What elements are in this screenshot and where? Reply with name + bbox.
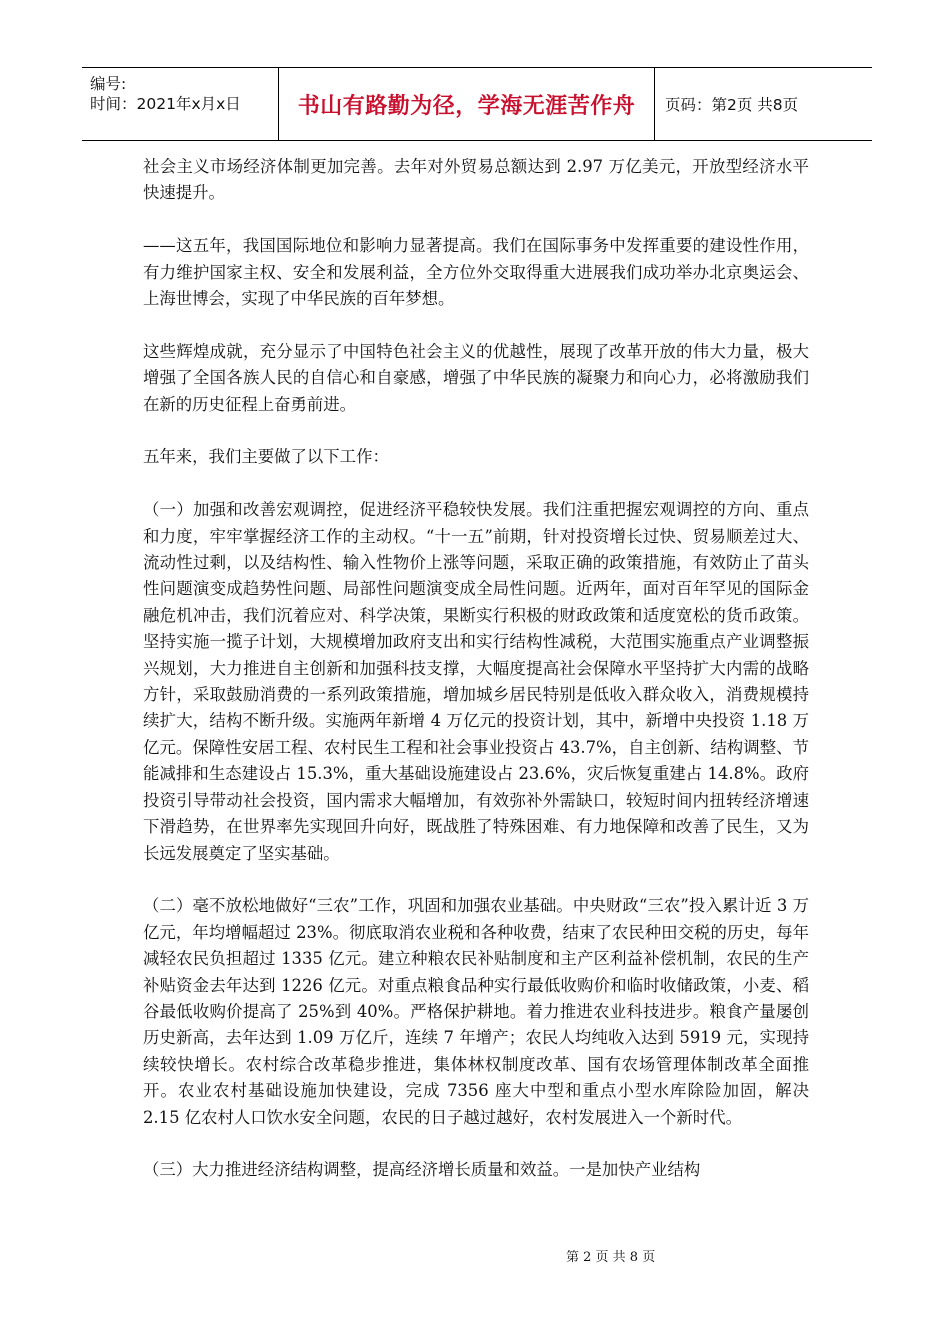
footer-page-number: 第 2 页 共 8 页	[566, 1250, 656, 1265]
document-number-label: 编号:	[90, 75, 127, 93]
header-motto-cell	[279, 68, 655, 140]
header-meta	[82, 68, 279, 140]
paragraph: （三）大力推进经济结构调整，提高经济增长质量和效益。一是加快产业结构	[143, 1160, 701, 1180]
header-page-info: 页码：第2页 共8页	[665, 96, 799, 114]
paragraph: 这些辉煌成就，充分显示了中国特色社会主义的优越性，展现了改革开放的伟大力量，极大增强了全国各族人民的自信心和自豪感，增强了中华民族的凝聚力和向心力，必将激励我们在新的历史征程上奋勇前进。	[143, 341, 809, 414]
document-body	[143, 154, 809, 1184]
paragraph: 五年来，我们主要做了以下工作：	[143, 447, 389, 467]
paragraph: （二）毫不放松地做好“三农”工作，巩固和加强农业基础。中央财政“三农”投入累计近 3 万亿元，年均增幅超过 23%。彻底取消农业税和各种收费，结束了农民种田交税的历史，每年减轻农民负担超过 1335 亿元。建立种粮农民补贴制度和主产区利益补偿机制，农民的生产补贴资金去年达到 1226 亿元。对重点粮食品种实行最低收购价和临时收储政策，小麦、稻谷最低收购价提高了 25%到 40%。严格保护耕地。着力推进农业科技进步。粮食产量屡创历史新高，去年达到 1.09 万亿斤，连续 7 年增产；农民人均纯收入达到 5919 元，实现持续较快增长。农村综合改革稳步推进，集体林权制度改革、国有农场管理体制改革全面推开。农业农村基础设施加快建设，完成 7356 座大中型和重点小型水库除险加固，解决 2.15 亿农村人口饮水安全问题，农民的日子越过越好，农村发展进入一个新时代。	[143, 896, 809, 1127]
paragraph: 社会主义市场经济体制更加完善。去年对外贸易总额达到 2.97 万亿美元，开放型经济水平快速提升。	[143, 157, 809, 203]
page-header	[82, 67, 872, 141]
paragraph: （一）加强和改善宏观调控，促进经济平稳较快发展。我们注重把握宏观调控的方向、重点和力度，牢牢掌握经济工作的主动权。“十一五”前期，针对投资增长过快、贸易顺差过大、流动性过剩，以及结构性、输入性物价上涨等问题，采取正确的政策措施，有效防止了苗头性问题演变成趋势性问题、局部性问题演变成全局性问题。近两年，面对百年罕见的国际金融危机冲击，我们沉着应对、科学决策，果断实行积极的财政政策和适度宽松的货币政策。坚持实施一揽子计划，大规模增加政府支出和实行结构性减税，大范围实施重点产业调整振兴规划，大力推进自主创新和加强科技支撑，大幅度提高社会保障水平坚持扩大内需的战略方针，采取鼓励消费的一系列政策措施，增加城乡居民特别是低收入群众收入，消费规模持续扩大，结构不断升级。实施两年新增 4 万亿元的投资计划，其中，新增中央投资 1.18 万亿元。保障性安居工程、农村民生工程和社会事业投资占 43.7%，自主创新、结构调整、节能减排和生态建设占 15.3%，重大基础设施建设占 23.6%，灾后恢复重建占 14.8%。政府投资引导带动社会投资，国内需求大幅增加，有效弥补外需缺口，较短时间内扭转经济增速下滑趋势，在世界率先实现回升向好，既战胜了特殊困难、有力地保障和改善了民生，又为长远发展奠定了坚实基础。	[143, 500, 809, 863]
paragraph: ——这五年，我国国际地位和影响力显著提高。我们在国际事务中发挥重要的建设性作用，有力维护国家主权、安全和发展利益，全方位外交取得重大进展我们成功举办北京奥运会、上海世博会，实现了中华民族的百年梦想。	[143, 236, 809, 309]
document-date: 时间：2021年x月x日	[90, 95, 241, 113]
header-page-cell	[655, 68, 872, 140]
header-motto: 书山有路勤为径，学海无涯苦作舟	[297, 93, 636, 119]
